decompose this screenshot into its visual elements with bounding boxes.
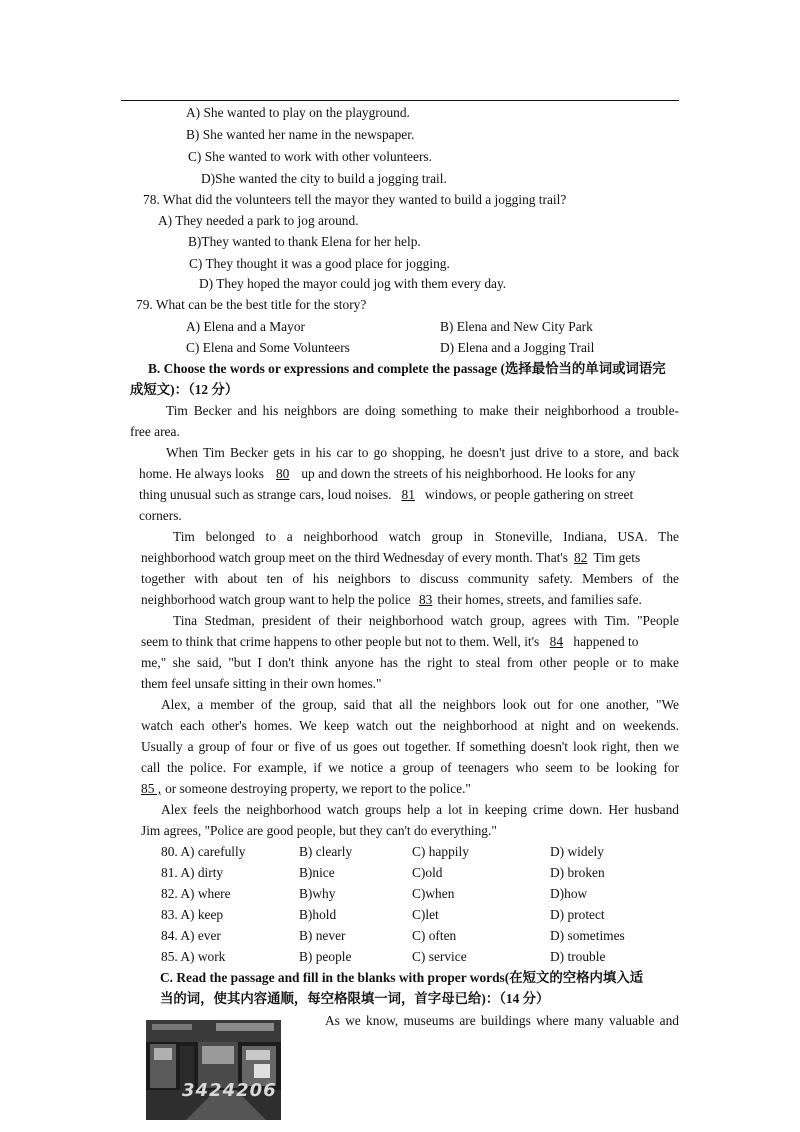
blank-80: 80 bbox=[275, 466, 290, 481]
choice-81-b: B)nice bbox=[299, 865, 335, 880]
blank-81: 81 bbox=[401, 487, 415, 502]
passage-b-p4-line3: me," she said, "but I don't think anyone has the right to steal from other people or to make bbox=[141, 655, 679, 670]
choice-85-c: C) service bbox=[412, 949, 467, 964]
passage-b-p5-line1: Alex, a member of the group, said that all the neighbors look out for one another, "We bbox=[161, 697, 679, 712]
passage-b-p2-line4: corners. bbox=[139, 508, 182, 523]
choice-83-b: B)hold bbox=[299, 907, 337, 922]
passage-b-p5-line2: watch each other's homes. We keep watch out the neighborhood at night and on weekends. bbox=[141, 718, 679, 733]
passage-b-p6-line1: Alex feels the neighborhood watch groups help a lot in keeping crime down. Her husband bbox=[161, 802, 679, 817]
passage-b-p6-line2: Jim agrees, "Police are good people, but they can't do everything." bbox=[141, 823, 497, 838]
choice-85-a: 85. A) work bbox=[161, 949, 226, 964]
section-b-heading-line2: 成短文)：（12 分） bbox=[130, 382, 239, 397]
text: Tim gets bbox=[593, 550, 641, 565]
choice-83-c: C)let bbox=[412, 907, 439, 922]
choice-81-a: 81. A) dirty bbox=[161, 865, 224, 880]
q78-option-b: B)They wanted to thank Elena for her help. bbox=[188, 234, 421, 249]
q78-question: 78. What did the volunteers tell the mayor they wanted to build a jogging trail? bbox=[143, 192, 567, 207]
choice-80-a: 80. A) carefully bbox=[161, 844, 246, 859]
q78-option-a: A) They needed a park to jog around. bbox=[158, 213, 359, 228]
q77-option-c: C) She wanted to work with other volunteers. bbox=[188, 149, 432, 164]
text: their homes, streets, and families safe. bbox=[437, 592, 642, 607]
q79-question: 79. What can be the best title for the story? bbox=[136, 297, 367, 312]
blank-85: 85 , bbox=[141, 781, 162, 796]
choice-84-c: C) often bbox=[412, 928, 457, 943]
passage-b-p3-line1: Tim belonged to a neighborhood watch group in Stoneville, Indiana, USA. The bbox=[173, 529, 679, 544]
choice-81-d: D) broken bbox=[550, 865, 605, 880]
section-b-heading-line1: B. Choose the words or expressions and complete the passage (选择最恰当的单词或词语完 bbox=[148, 361, 666, 376]
q79-option-a: A) Elena and a Mayor bbox=[186, 319, 305, 334]
choice-83-d: D) protect bbox=[550, 907, 605, 922]
choice-81-c: C)old bbox=[412, 865, 443, 880]
choice-84-d: D) sometimes bbox=[550, 928, 625, 943]
blank-83: 83 bbox=[418, 592, 433, 607]
passage-b-p3-line4 bbox=[141, 592, 642, 608]
choice-83-a: 83. A) keep bbox=[161, 907, 224, 922]
text: thing unusual such as strange cars, loud noises. bbox=[139, 487, 392, 502]
museum-photo bbox=[146, 1020, 281, 1120]
passage-b-p3-line3: together with about ten of his neighbors to discuss community safety. Members of the bbox=[141, 571, 679, 586]
passage-b-p4-line1: Tina Stedman, president of their neighborhood watch group, agrees with Tim. "People bbox=[173, 613, 679, 628]
q78-option-c: C) They thought it was a good place for jogging. bbox=[189, 256, 450, 271]
section-c-heading-line1: C. Read the passage and fill in the blanks with proper words(在短文的空格内填入适 bbox=[160, 970, 644, 985]
text: neighborhood watch group meet on the third Wednesday of every month. That's bbox=[141, 550, 569, 565]
blank-84: 84 bbox=[549, 634, 564, 649]
blank-82: 82 bbox=[574, 550, 588, 565]
text: home. He always looks bbox=[139, 466, 264, 481]
q77-option-a: A) She wanted to play on the playground. bbox=[186, 105, 410, 120]
text: neighborhood watch group want to help the police bbox=[141, 592, 411, 607]
text: up and down the streets of his neighborhood. He looks for any bbox=[301, 466, 636, 481]
text: or someone destroying property, we report to the police." bbox=[165, 781, 471, 796]
passage-c-line1: As we know, museums are buildings where many valuable and bbox=[325, 1013, 679, 1028]
passage-b-p1-line2: free area. bbox=[130, 424, 180, 439]
passage-b-p4-line2 bbox=[141, 634, 638, 650]
passage-b-p4-line4: them feel unsafe sitting in their own homes." bbox=[141, 676, 382, 691]
passage-b-p2-line3 bbox=[139, 487, 633, 503]
q77-option-d: D)She wanted the city to build a jogging trail. bbox=[201, 171, 447, 186]
choice-85-b: B) people bbox=[299, 949, 352, 964]
q79-option-d: D) Elena and a Jogging Trail bbox=[440, 340, 595, 355]
section-c-heading-line2: 当的词，使其内容通顺，每空格限填一词，首字母已给)：（14 分） bbox=[160, 991, 550, 1006]
choice-80-d: D) widely bbox=[550, 844, 604, 859]
passage-b-p5-line3: Usually a group of four or five of us goes out together. If something doesn't look right, then we bbox=[141, 739, 679, 754]
choice-80-b: B) clearly bbox=[299, 844, 353, 859]
choice-82-a: 82. A) where bbox=[161, 886, 231, 901]
q77-option-b: B) She wanted her name in the newspaper. bbox=[186, 127, 415, 142]
choice-82-b: B)why bbox=[299, 886, 336, 901]
choice-80-c: C) happily bbox=[412, 844, 469, 859]
passage-b-p2-line2 bbox=[139, 466, 635, 482]
text: seem to think that crime happens to other people but not to them. Well, it's bbox=[141, 634, 540, 649]
text: windows, or people gathering on street bbox=[424, 487, 634, 502]
q79-option-b: B) Elena and New City Park bbox=[440, 319, 593, 334]
q79-option-c: C) Elena and Some Volunteers bbox=[186, 340, 350, 355]
choice-85-d: D) trouble bbox=[550, 949, 606, 964]
text: happened to bbox=[573, 634, 639, 649]
q78-option-d: D) They hoped the mayor could jog with them every day. bbox=[199, 276, 507, 291]
header-rule bbox=[121, 100, 679, 101]
passage-b-p2-line1: When Tim Becker gets in his car to go shopping, he doesn't just drive to a store, and back bbox=[166, 445, 679, 460]
choice-84-a: 84. A) ever bbox=[161, 928, 221, 943]
choice-82-c: C)when bbox=[412, 886, 455, 901]
passage-b-p5-line4: call the police. For example, if we notice a group of teenagers who seem to be looking for bbox=[141, 760, 679, 775]
photo-watermark: 3424206 bbox=[182, 1080, 277, 1101]
passage-b-p5-line5 bbox=[141, 781, 471, 797]
museum-interior-illustration bbox=[146, 1020, 281, 1120]
choice-84-b: B) never bbox=[299, 928, 346, 943]
passage-b-p3-line2 bbox=[141, 550, 640, 566]
choice-82-d: D)how bbox=[550, 886, 588, 901]
passage-b-p1-line1: Tim Becker and his neighbors are doing something to make their neighborhood a trouble- bbox=[166, 403, 679, 418]
